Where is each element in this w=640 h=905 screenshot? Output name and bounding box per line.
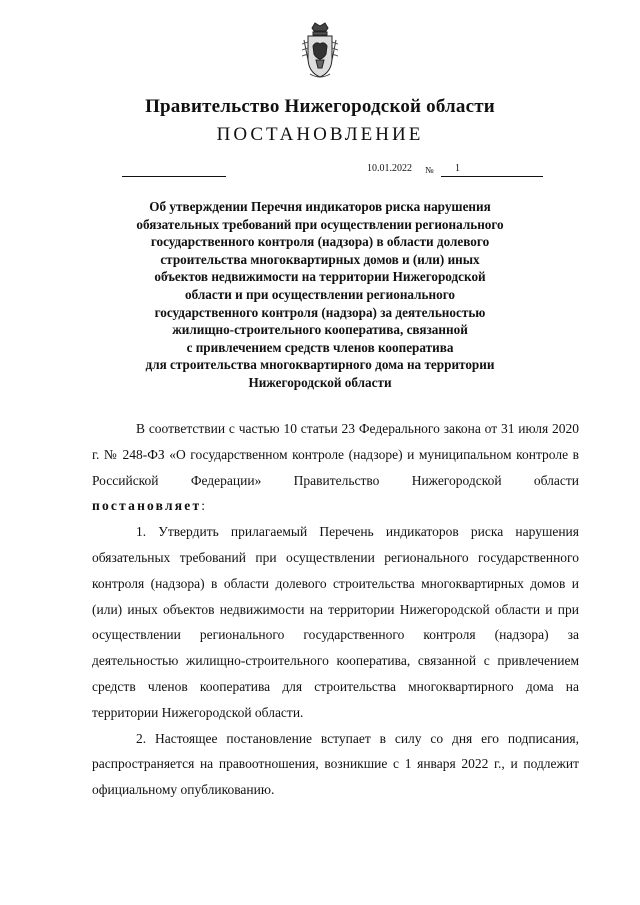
title-line: для строительства многоквартирного дома на территории [145,357,495,373]
date-blank-line [122,176,226,177]
title-line: Об утверждении Перечня индикаторов риска нарушения [149,199,491,214]
title-line: обязательных требований при осуществлении регионального [136,216,504,232]
title-line: государственного контроля (надзора) за деятельностью [154,304,486,320]
preamble-text: В соответствии с частью 10 статьи 23 Федерального закона от 31 июля 2020 г. № 248-ФЗ «О государственном контроле (надзоре) и муниципальном контроле в Российской Федерации» Правительство Нижегородской области [92,421,579,488]
number-underline [441,176,543,177]
title-line: государственного контроля (надзора) в области долевого [150,234,490,250]
decree-colon: : [201,498,206,514]
preamble-paragraph [92,416,579,519]
document-body [92,416,579,803]
document-date: 10.01.2022 [367,163,412,174]
item-1-paragraph: 1. Утвердить прилагаемый Перечень индикаторов риска нарушения обязательных требований при осуществлении регионального государственного контроля (надзора) в области долевого строительства многоквартирных домов и (или) иных объектов недвижимости на территории Нижегородской области и при осуществлении регионального государственного контроля (надзора) за деятельностью жилищно-строительного кооператива, связанной с привлечением средств членов кооператива для строительства многоквартирного дома на территории Нижегородской области. [92,524,579,720]
title-line: области и при осуществлении регионального [185,286,455,302]
title-line: жилищно-строительного кооператива, связанной [172,322,468,338]
decree-word: постановляет [92,498,202,514]
item-2-paragraph: 2. Настоящее постановление вступает в силу со дня его подписания, распространяется на правоотношения, возникшие с 1 января 2022 г., и подлежит официальному опубликованию. [92,730,579,798]
document-number: 1 [455,163,460,174]
document-type: ПОСТАНОВЛЕНИЕ [216,124,424,145]
title-line: объектов недвижимости на территории Нижегородской [154,269,486,285]
title-line: Нижегородской области [248,374,392,390]
title-line: с привлечением средств членов кооператива [186,339,454,355]
title-line: строительства многоквартирных домов и (или) иных [160,251,480,267]
number-label: № [425,165,434,175]
organization-name: Правительство Нижегородской области [145,96,495,117]
document-title [90,198,550,392]
coat-of-arms-icon [302,20,338,80]
